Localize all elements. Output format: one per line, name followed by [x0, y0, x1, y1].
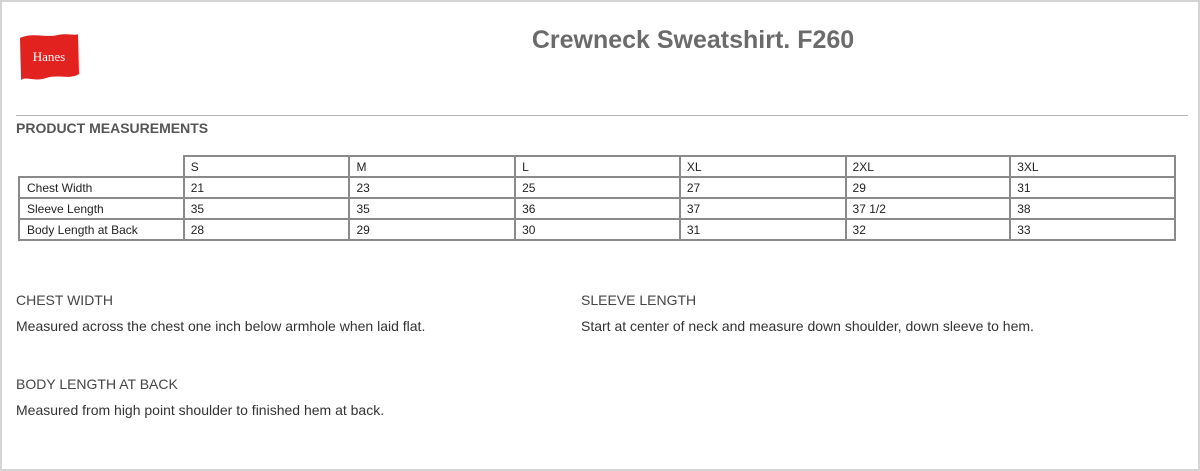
table-header-row [19, 156, 1175, 177]
table-cell: 37 1/2 [846, 198, 1011, 219]
table-cell: 31 [680, 219, 846, 240]
page-title: Crewneck Sweatshirt. F260 [531, 26, 855, 54]
table-row-body-length [19, 219, 1175, 240]
table-cell: 33 [1010, 219, 1175, 240]
table-cell: 32 [846, 219, 1011, 240]
size-header: M [349, 156, 515, 177]
description-text: Measured from high point shoulder to finished hem at back. [16, 402, 385, 418]
table-cell: 23 [349, 177, 515, 198]
size-header: 2XL [846, 156, 1011, 177]
table-cell: 36 [515, 198, 680, 219]
sleeve-length-description [581, 292, 1034, 334]
description-title: BODY LENGTH AT BACK [16, 376, 178, 392]
chest-width-description [16, 292, 425, 334]
hanes-logo-text: Hanes [32, 49, 66, 64]
table-cell: 37 [680, 198, 846, 219]
row-label: Body Length at Back [19, 219, 184, 240]
table-cell: 29 [349, 219, 515, 240]
section-title: PRODUCT MEASUREMENTS [16, 120, 209, 136]
table-cell: 27 [680, 177, 846, 198]
row-label: Sleeve Length [19, 198, 184, 219]
table-cell: 21 [184, 177, 350, 198]
row-label: Chest Width [19, 177, 184, 198]
size-header: S [184, 156, 350, 177]
table-cell: 35 [184, 198, 350, 219]
table-cell: 25 [515, 177, 680, 198]
table-row-sleeve-length [19, 198, 1175, 219]
table-cell: 29 [846, 177, 1011, 198]
header-corner-cell [19, 156, 184, 177]
table-cell: 28 [184, 219, 350, 240]
table-row-chest-width [19, 177, 1175, 198]
size-header: 3XL [1010, 156, 1175, 177]
header-divider [16, 115, 1188, 116]
measurements-table [18, 155, 1176, 241]
description-title: CHEST WIDTH [16, 292, 113, 308]
body-length-description [16, 376, 384, 418]
table-cell: 30 [515, 219, 680, 240]
description-title: SLEEVE LENGTH [581, 292, 697, 308]
description-text: Start at center of neck and measure down shoulder, down sleeve to hem. [581, 318, 1034, 334]
table-cell: 31 [1010, 177, 1175, 198]
table-cell: 35 [349, 198, 515, 219]
table-cell: 38 [1010, 198, 1175, 219]
size-header: XL [680, 156, 846, 177]
size-header: L [515, 156, 680, 177]
description-text: Measured across the chest one inch below armhole when laid flat. [16, 318, 426, 334]
